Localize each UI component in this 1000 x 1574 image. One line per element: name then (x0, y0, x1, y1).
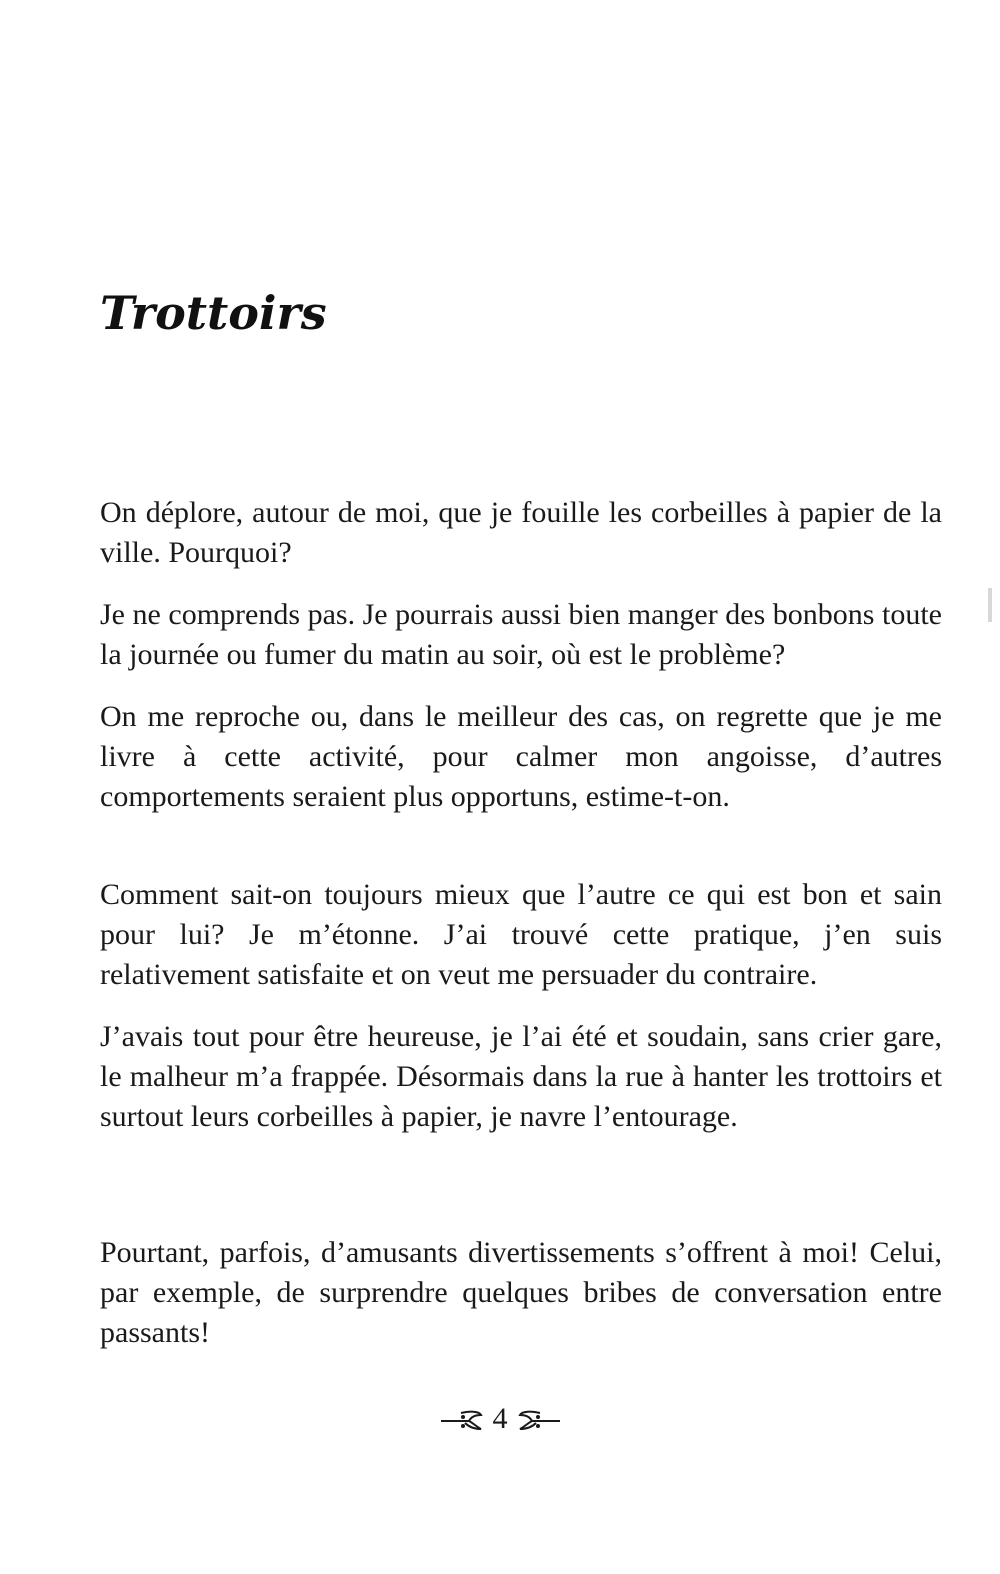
text-block-1 (100, 493, 942, 817)
paragraph-5: J’avais tout pour être heureuse, je l’ai été et soudain, sans crier gare, le malheur m’a frappée. Désormais dans la rue à hanter les trottoirs et surtout leurs corbeilles à papier, je navre l’entourage. (100, 1020, 942, 1133)
flourish-left-icon (439, 1405, 485, 1433)
paragraph-6: Pourtant, parfois, d’amusants divertissements s’offrent à moi! Celui, par exemple, de surprendre quelques bribes de conversation entre passants! (100, 1236, 942, 1349)
page-folio (0, 1397, 1000, 1441)
text-block-3 (100, 1233, 942, 1353)
paragraph-4: Comment sait-on toujours mieux que l’autre ce qui est bon et sain pour lui? Je m’étonne. J’ai trouvé cette pratique, j’en suis relativement satisfaite et on veut me persuader du contraire. (100, 878, 942, 991)
chapter-title: Trottoirs (100, 286, 327, 340)
flourish-right-icon (516, 1405, 562, 1433)
paragraph-2: Je ne comprends pas. Je pourrais aussi bien manger des bonbons toute la journée ou fumer du matin au soir, où est le problème? (100, 598, 942, 671)
text-block-2 (100, 875, 942, 1137)
scan-edge-mark (988, 588, 992, 622)
paragraph-1: On déplore, autour de moi, que je fouille les corbeilles à papier de la ville. Pourquoi? (100, 496, 942, 569)
page-number: 4 (492, 1402, 508, 1435)
paragraph-3: On me reproche ou, dans le meilleur des cas, on regrette que je me livre à cette activité, pour calmer mon angoisse, d’autres comportements seraient plus opportuns, estime-t-on. (100, 700, 942, 813)
